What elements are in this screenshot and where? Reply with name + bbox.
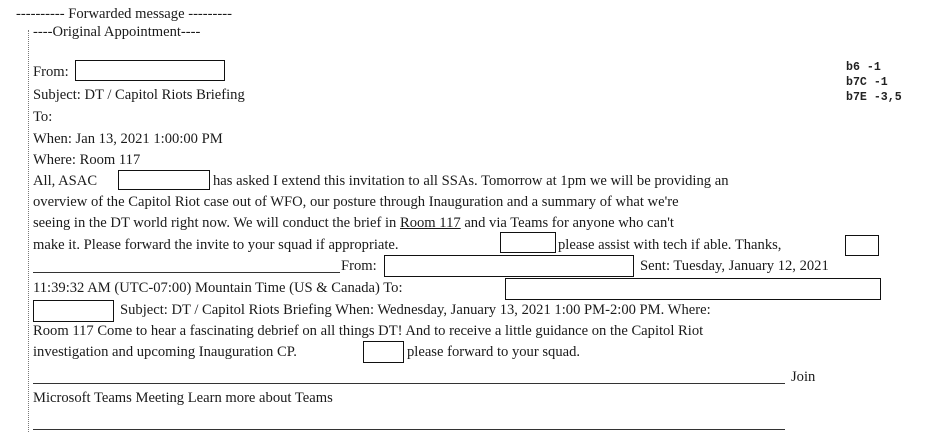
redaction-box [363,341,404,363]
body-text: Room 117 Come to hear a fascinating debrief on all things DT! And to receive a little guidance on the Capitol Riot [33,323,704,339]
redaction-box [75,60,225,81]
redaction-box [118,170,210,190]
redaction-box [500,232,556,253]
sent-line: Sent: Tuesday, January 12, 2021 [640,258,829,274]
body-text: All, ASAC [33,173,98,189]
redaction-box [33,300,114,322]
redaction-box [505,278,881,300]
to-line: To: [33,109,53,125]
when-line: When: Jan 13, 2021 1:00:00 PM [33,131,223,147]
separator-rule [33,429,785,430]
redaction-box [384,255,634,277]
from-label: From: [33,64,69,80]
forwarded-header: ---------- Forwarded message --------- [16,6,232,22]
body-text: overview of the Capitol Riot case out of WFO, our posture through Inauguration and a summary of what we're [33,194,679,210]
join-link[interactable]: Join [791,369,816,385]
separator-rule [33,383,785,384]
redaction-box [845,235,879,256]
body-text: please forward to your squad. [407,344,581,360]
body-text: investigation and upcoming Inauguration CP. [33,344,297,360]
subject-line: Subject: DT / Capitol Riots Briefing [33,87,245,103]
body-text: seeing in the DT world right now. We will conduct the brief in Room 117 and via Teams for anyone who can't [33,215,674,231]
original-appointment-header: ----Original Appointment---- [33,24,201,40]
redaction-code-b7c: b7C -1 [846,76,888,89]
body-text: please assist with tech if able. Thanks, [558,237,782,253]
body-text: 11:39:32 AM (UTC-07:00) Mountain Time (US & Canada) To: [33,280,403,296]
margin-line [28,30,29,432]
redaction-code-b7e: b7E -3,5 [846,91,902,104]
from-label: From: [341,258,377,274]
body-text: make it. Please forward the invite to your squad if appropriate. [33,237,399,253]
separator-rule [33,272,340,273]
redaction-code-b6: b6 -1 [846,61,881,74]
where-line: Where: Room 117 [33,152,141,168]
body-text: has asked I extend this invitation to all SSAs. Tomorrow at 1pm we will be providing an [213,173,729,189]
body-text: Subject: DT / Capitol Riots Briefing When: Wednesday, January 13, 2021 1:00 PM-2:00 PM. Where: [120,302,711,318]
teams-meeting-text: Microsoft Teams Meeting Learn more about Teams [33,390,333,406]
